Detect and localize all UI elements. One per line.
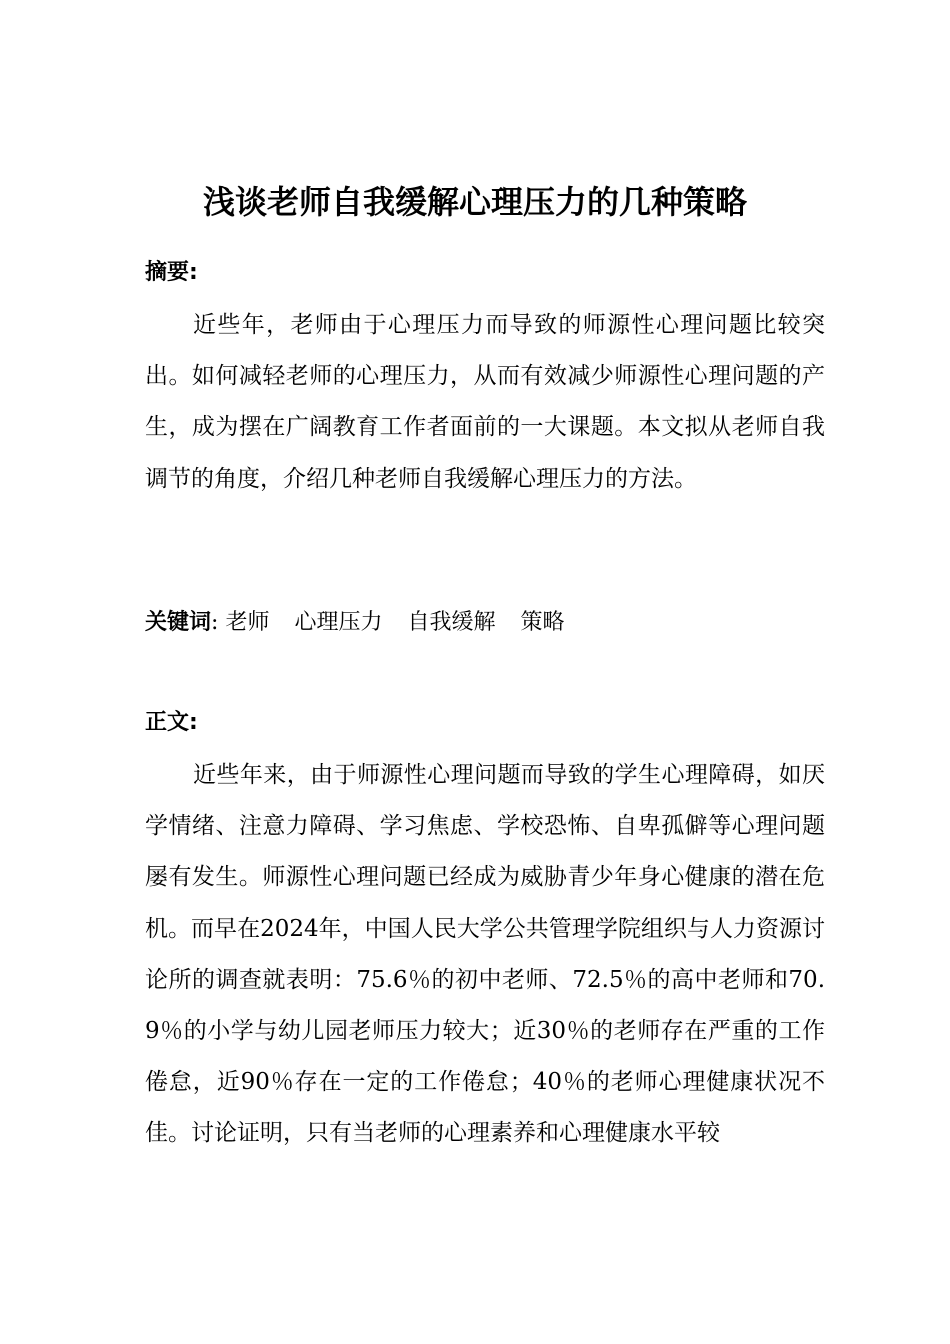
body-label: 正文: xyxy=(145,710,198,735)
keyword-item: 心理压力 xyxy=(294,610,383,635)
keyword-item: 自我缓解 xyxy=(407,610,496,635)
keywords-label: 关键词 xyxy=(145,610,212,635)
keywords-separator: : xyxy=(211,610,219,635)
document-title: 浅谈老师自我缓解心理压力的几种策略 xyxy=(202,183,747,221)
body-paragraph: 近些年来，由于师源性心理问题而导致的学生心理障碍，如厌学情绪、注意力障碍、学习焦虑、学校恐怖、自卑孤僻等心理问题屡有发生。师源性心理问题已经成为威胁青少年身心健康的潜在危机。而早在2024年，中国人民大学公共管理学院组织与人力资源讨论所的调查就表明：75.6％的初中老师、72.5％的高中老师和70.9％的小学与幼儿园老师压力较大；近30％的老师存在严重的工作倦怠，近90％存在一定的工作倦怠；40％的老师心理健康状况不佳。讨论证明，只有当老师的心理素养和心理健康水平较 xyxy=(145,762,825,1147)
keyword-item: 老师 xyxy=(225,610,270,635)
abstract-paragraph: 近些年，老师由于心理压力而导致的师源性心理问题比较突出。如何减轻老师的心理压力，从而有效减少师源性心理问题的产生，成为摆在广阔教育工作者面前的一大课题。本文拟从老师自我调节的角度，介绍几种老师自我缓解心理压力的方法。 xyxy=(145,312,825,492)
keyword-item: 策略 xyxy=(520,610,565,635)
keywords-row xyxy=(145,608,565,638)
abstract-label: 摘要: xyxy=(145,260,198,285)
